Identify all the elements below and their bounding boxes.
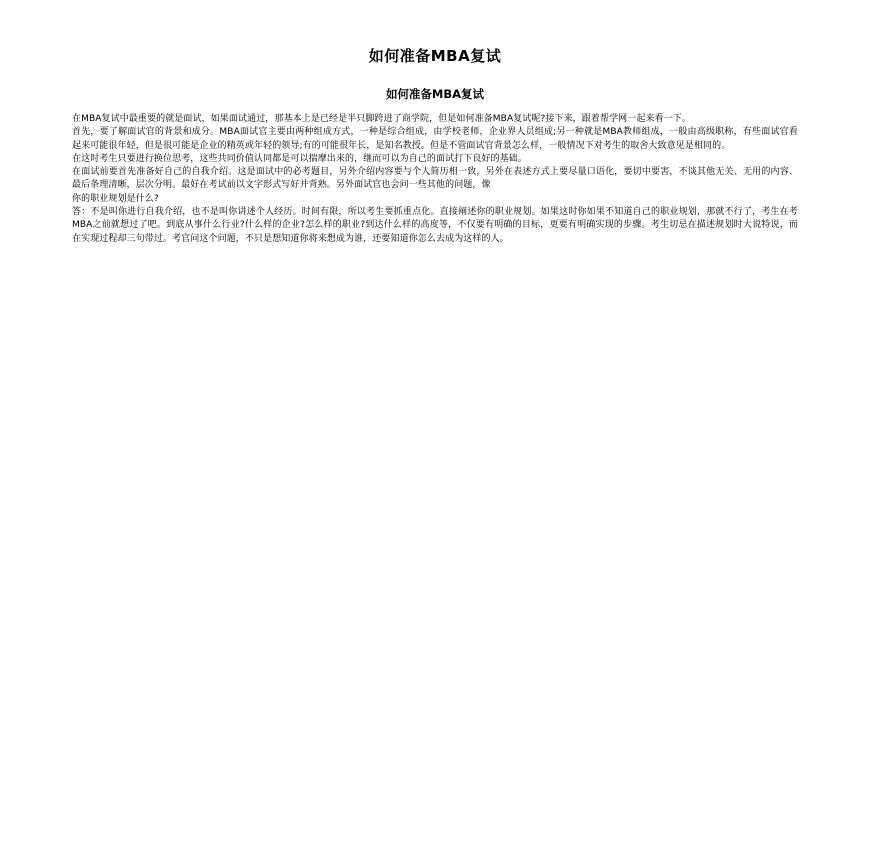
paragraph: 在这时考生只要进行换位思考，这些共同价值认同都是可以揣摩出来的，继而可以为自己的面试打下良好的基础。 [72,153,528,164]
paragraph: 在MBA复试中最重要的就是面试，如果面试通过，那基本上是已经是半只脚跨进了商学院，但是如何准备MBA复试呢?接下来，跟着帮学网一起来看一下。 [72,114,691,124]
document-body [72,102,798,246]
paragraph: 你的职业规划是什么? [72,193,159,204]
paragraph: 首先，要了解面试官的背景和成分。MBA面试官主要由两种组成方式，一种是综合组成，由学校老师，企业界人员组成;另一种就是MBA教师组成，一般由高级职称，有些面试官看起来可能很年轻，但是很可能是企业的精英或年轻的领导;有的可能很年长，是知名教授。但是不管面试官背景怎么样，一般情况下对考生的取舍大致意见是相同的。 [72,127,798,151]
document-subtitle: 如何准备MBA复试 [385,87,485,101]
paragraph: 答：不是叫你进行自我介绍，也不是叫你讲述个人经历。时间有限，所以考生要抓重点化。直接阐述你的职业规划。如果这时你如果不知道自己的职业规划，那就不行了，考生在考MBA之前就想过了吧。到底从事什么行业?什么样的企业?怎么样的职业?到达什么样的高度等，不仅要有明确的目标，更要有明确实现的步骤。考生切忌在描述规划时大说特说，而在实现过程却三句带过。考官问这个问题，不只是想知道你将来想成为谁，还要知道你怎么去成为这样的人。 [72,207,798,244]
page-title: 如何准备MBA复试 [368,47,502,65]
paragraph: 在面试前要首先准备好自己的自我介绍。这是面试中的必考题目，另外介绍内容要与个人简历相一致，另外在表述方式上要尽量口语化，要切中要害，不谈其他无关、无用的内容、最后条理清晰，层次分明。最好在考试前以文字形式写好并背熟。另外面试官也会问一些其他的问题，像 [72,167,798,191]
